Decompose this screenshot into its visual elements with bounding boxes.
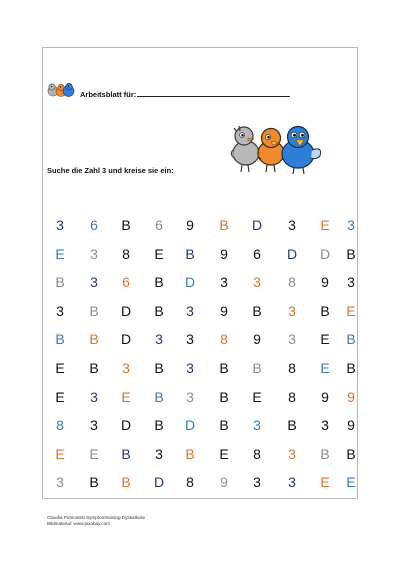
- grid-cell[interactable]: B: [219, 359, 229, 376]
- grid-cell[interactable]: 3: [220, 274, 228, 291]
- grid-cell[interactable]: 9: [253, 331, 261, 348]
- grid-cell[interactable]: B: [154, 302, 164, 319]
- grid-cell[interactable]: B: [219, 388, 229, 405]
- grid-cell[interactable]: 9: [347, 417, 355, 434]
- grid-cell[interactable]: B: [154, 417, 164, 434]
- grid-row: [42, 472, 358, 501]
- grid-cell[interactable]: 3: [186, 388, 194, 405]
- grid-cell[interactable]: B: [121, 217, 131, 233]
- grid-cell[interactable]: 6: [155, 217, 163, 233]
- grid-cell[interactable]: E: [320, 217, 330, 233]
- grid-cell[interactable]: E: [121, 388, 131, 405]
- footer-image-source: Bildmaterial: www.pixabay.com: [47, 520, 110, 526]
- grid-cell[interactable]: 3: [253, 274, 261, 291]
- grid-cell[interactable]: B: [185, 245, 195, 262]
- grid-cell[interactable]: B: [219, 417, 229, 434]
- grid-cell[interactable]: B: [154, 274, 164, 291]
- grid-cell[interactable]: D: [153, 474, 165, 491]
- grid-row: [42, 415, 358, 444]
- grid-cell[interactable]: D: [251, 217, 263, 233]
- grid-cell[interactable]: E: [346, 474, 356, 491]
- grid-cell[interactable]: B: [346, 331, 356, 348]
- grid-cell[interactable]: 3: [56, 474, 64, 491]
- grid-cell[interactable]: D: [120, 417, 132, 434]
- grid-cell[interactable]: 6: [253, 245, 261, 262]
- grid-cell[interactable]: B: [320, 302, 330, 319]
- grid-cell[interactable]: 3: [155, 445, 163, 462]
- grid-cell[interactable]: 3: [186, 302, 194, 319]
- grid-cell[interactable]: B: [55, 274, 65, 291]
- grid-cell[interactable]: 3: [155, 331, 163, 348]
- grid-cell[interactable]: 9: [220, 474, 228, 491]
- grid-cell[interactable]: E: [219, 445, 229, 462]
- grid-cell[interactable]: B: [89, 359, 99, 376]
- grid-cell[interactable]: 3: [288, 217, 296, 233]
- grid-cell[interactable]: E: [55, 445, 65, 462]
- grid-cell[interactable]: B: [185, 445, 195, 462]
- grid-row: [42, 272, 358, 301]
- footer: [47, 515, 145, 526]
- grid-cell[interactable]: E: [252, 388, 262, 405]
- grid-row: [42, 329, 358, 358]
- grid-cell[interactable]: E: [55, 359, 65, 376]
- grid-cell[interactable]: 3: [186, 359, 194, 376]
- grid-cell[interactable]: B: [89, 474, 99, 491]
- grid-cell[interactable]: 3: [90, 388, 98, 405]
- name-fill-line[interactable]: [137, 89, 290, 97]
- grid-row: [42, 358, 358, 387]
- grid-cell[interactable]: 9: [347, 388, 355, 405]
- grid-cell[interactable]: D: [184, 274, 196, 291]
- grid-cell[interactable]: 9: [321, 274, 329, 291]
- grid-cell[interactable]: 3: [56, 217, 64, 233]
- grid-cell[interactable]: D: [286, 245, 298, 262]
- grid-cell[interactable]: 3: [253, 474, 261, 491]
- grid-cell[interactable]: 8: [220, 331, 228, 348]
- grid-cell[interactable]: 3: [253, 417, 261, 434]
- grid-cell[interactable]: 8: [288, 388, 296, 405]
- grid-cell[interactable]: E: [55, 245, 65, 262]
- grid-cell[interactable]: 3: [288, 445, 296, 462]
- grid-cell[interactable]: 3: [288, 302, 296, 319]
- instruction-text: Suche die Zahl 3 und kreise sie ein:: [47, 166, 174, 175]
- grid-row: [42, 387, 358, 416]
- grid-cell[interactable]: E: [346, 302, 356, 319]
- three-birds-icon: [226, 120, 326, 178]
- grid-cell[interactable]: B: [219, 217, 229, 233]
- grid-cell[interactable]: E: [320, 474, 330, 491]
- grid-cell[interactable]: 3: [288, 474, 296, 491]
- grid-cell[interactable]: 3: [347, 274, 355, 291]
- grid-cell[interactable]: B: [320, 445, 330, 462]
- grid-cell[interactable]: B: [154, 388, 164, 405]
- grid-cell[interactable]: E: [89, 445, 99, 462]
- grid-cell[interactable]: B: [154, 359, 164, 376]
- grid-cell[interactable]: B: [346, 359, 356, 376]
- grid-cell[interactable]: 9: [186, 217, 194, 233]
- grid-cell[interactable]: 6: [122, 274, 130, 291]
- grid-cell[interactable]: 9: [220, 245, 228, 262]
- grid-cell[interactable]: B: [121, 474, 131, 491]
- grid-cell[interactable]: B: [55, 331, 65, 348]
- grid-cell[interactable]: 3: [321, 417, 329, 434]
- grid-row: [42, 244, 358, 273]
- grid-cell[interactable]: 8: [186, 474, 194, 491]
- grid-cell[interactable]: B: [346, 445, 356, 462]
- grid-cell[interactable]: D: [184, 417, 196, 434]
- grid-cell[interactable]: 8: [56, 417, 64, 434]
- grid-cell[interactable]: D: [120, 331, 132, 348]
- grid-cell[interactable]: B: [89, 302, 99, 319]
- grid-row: [42, 444, 358, 473]
- grid-cell[interactable]: 3: [122, 359, 130, 376]
- grid-cell[interactable]: 3: [90, 245, 98, 262]
- worksheet-title-label: Arbeitsblatt für:: [80, 90, 137, 99]
- grid-cell[interactable]: B: [287, 417, 297, 434]
- grid-cell[interactable]: B: [252, 302, 262, 319]
- grid-cell[interactable]: 8: [288, 274, 296, 291]
- grid-cell[interactable]: B: [89, 331, 99, 348]
- grid-cell[interactable]: 3: [56, 302, 64, 319]
- grid-cell[interactable]: 9: [220, 302, 228, 319]
- worksheet-title: [80, 89, 290, 99]
- grid-cell[interactable]: B: [121, 445, 131, 462]
- small-birds-icon: [47, 82, 75, 98]
- grid-cell[interactable]: E: [320, 331, 330, 348]
- grid-cell[interactable]: D: [120, 302, 132, 319]
- grid-cell[interactable]: 6: [90, 217, 98, 233]
- grid-cell[interactable]: 8: [288, 359, 296, 376]
- grid-cell[interactable]: E: [154, 245, 164, 262]
- grid-cell[interactable]: 3: [288, 331, 296, 348]
- grid-row: [42, 215, 358, 244]
- footer-credit: Claudia Piotrowski Symptomtraining Dyskalkulie: [47, 515, 146, 520]
- grid-cell[interactable]: 9: [321, 388, 329, 405]
- grid-cell[interactable]: 3: [90, 417, 98, 434]
- grid-cell[interactable]: 8: [253, 445, 261, 462]
- character-grid: [42, 215, 358, 501]
- grid-cell[interactable]: 3: [347, 217, 355, 233]
- grid-cell[interactable]: 3: [90, 274, 98, 291]
- grid-cell[interactable]: B: [252, 359, 262, 376]
- grid-cell[interactable]: 3: [186, 331, 194, 348]
- grid-cell[interactable]: D: [319, 245, 331, 262]
- grid-cell[interactable]: E: [55, 388, 65, 405]
- grid-cell[interactable]: 8: [122, 245, 130, 262]
- grid-row: [42, 301, 358, 330]
- grid-cell[interactable]: E: [320, 359, 330, 376]
- grid-cell[interactable]: B: [346, 245, 356, 262]
